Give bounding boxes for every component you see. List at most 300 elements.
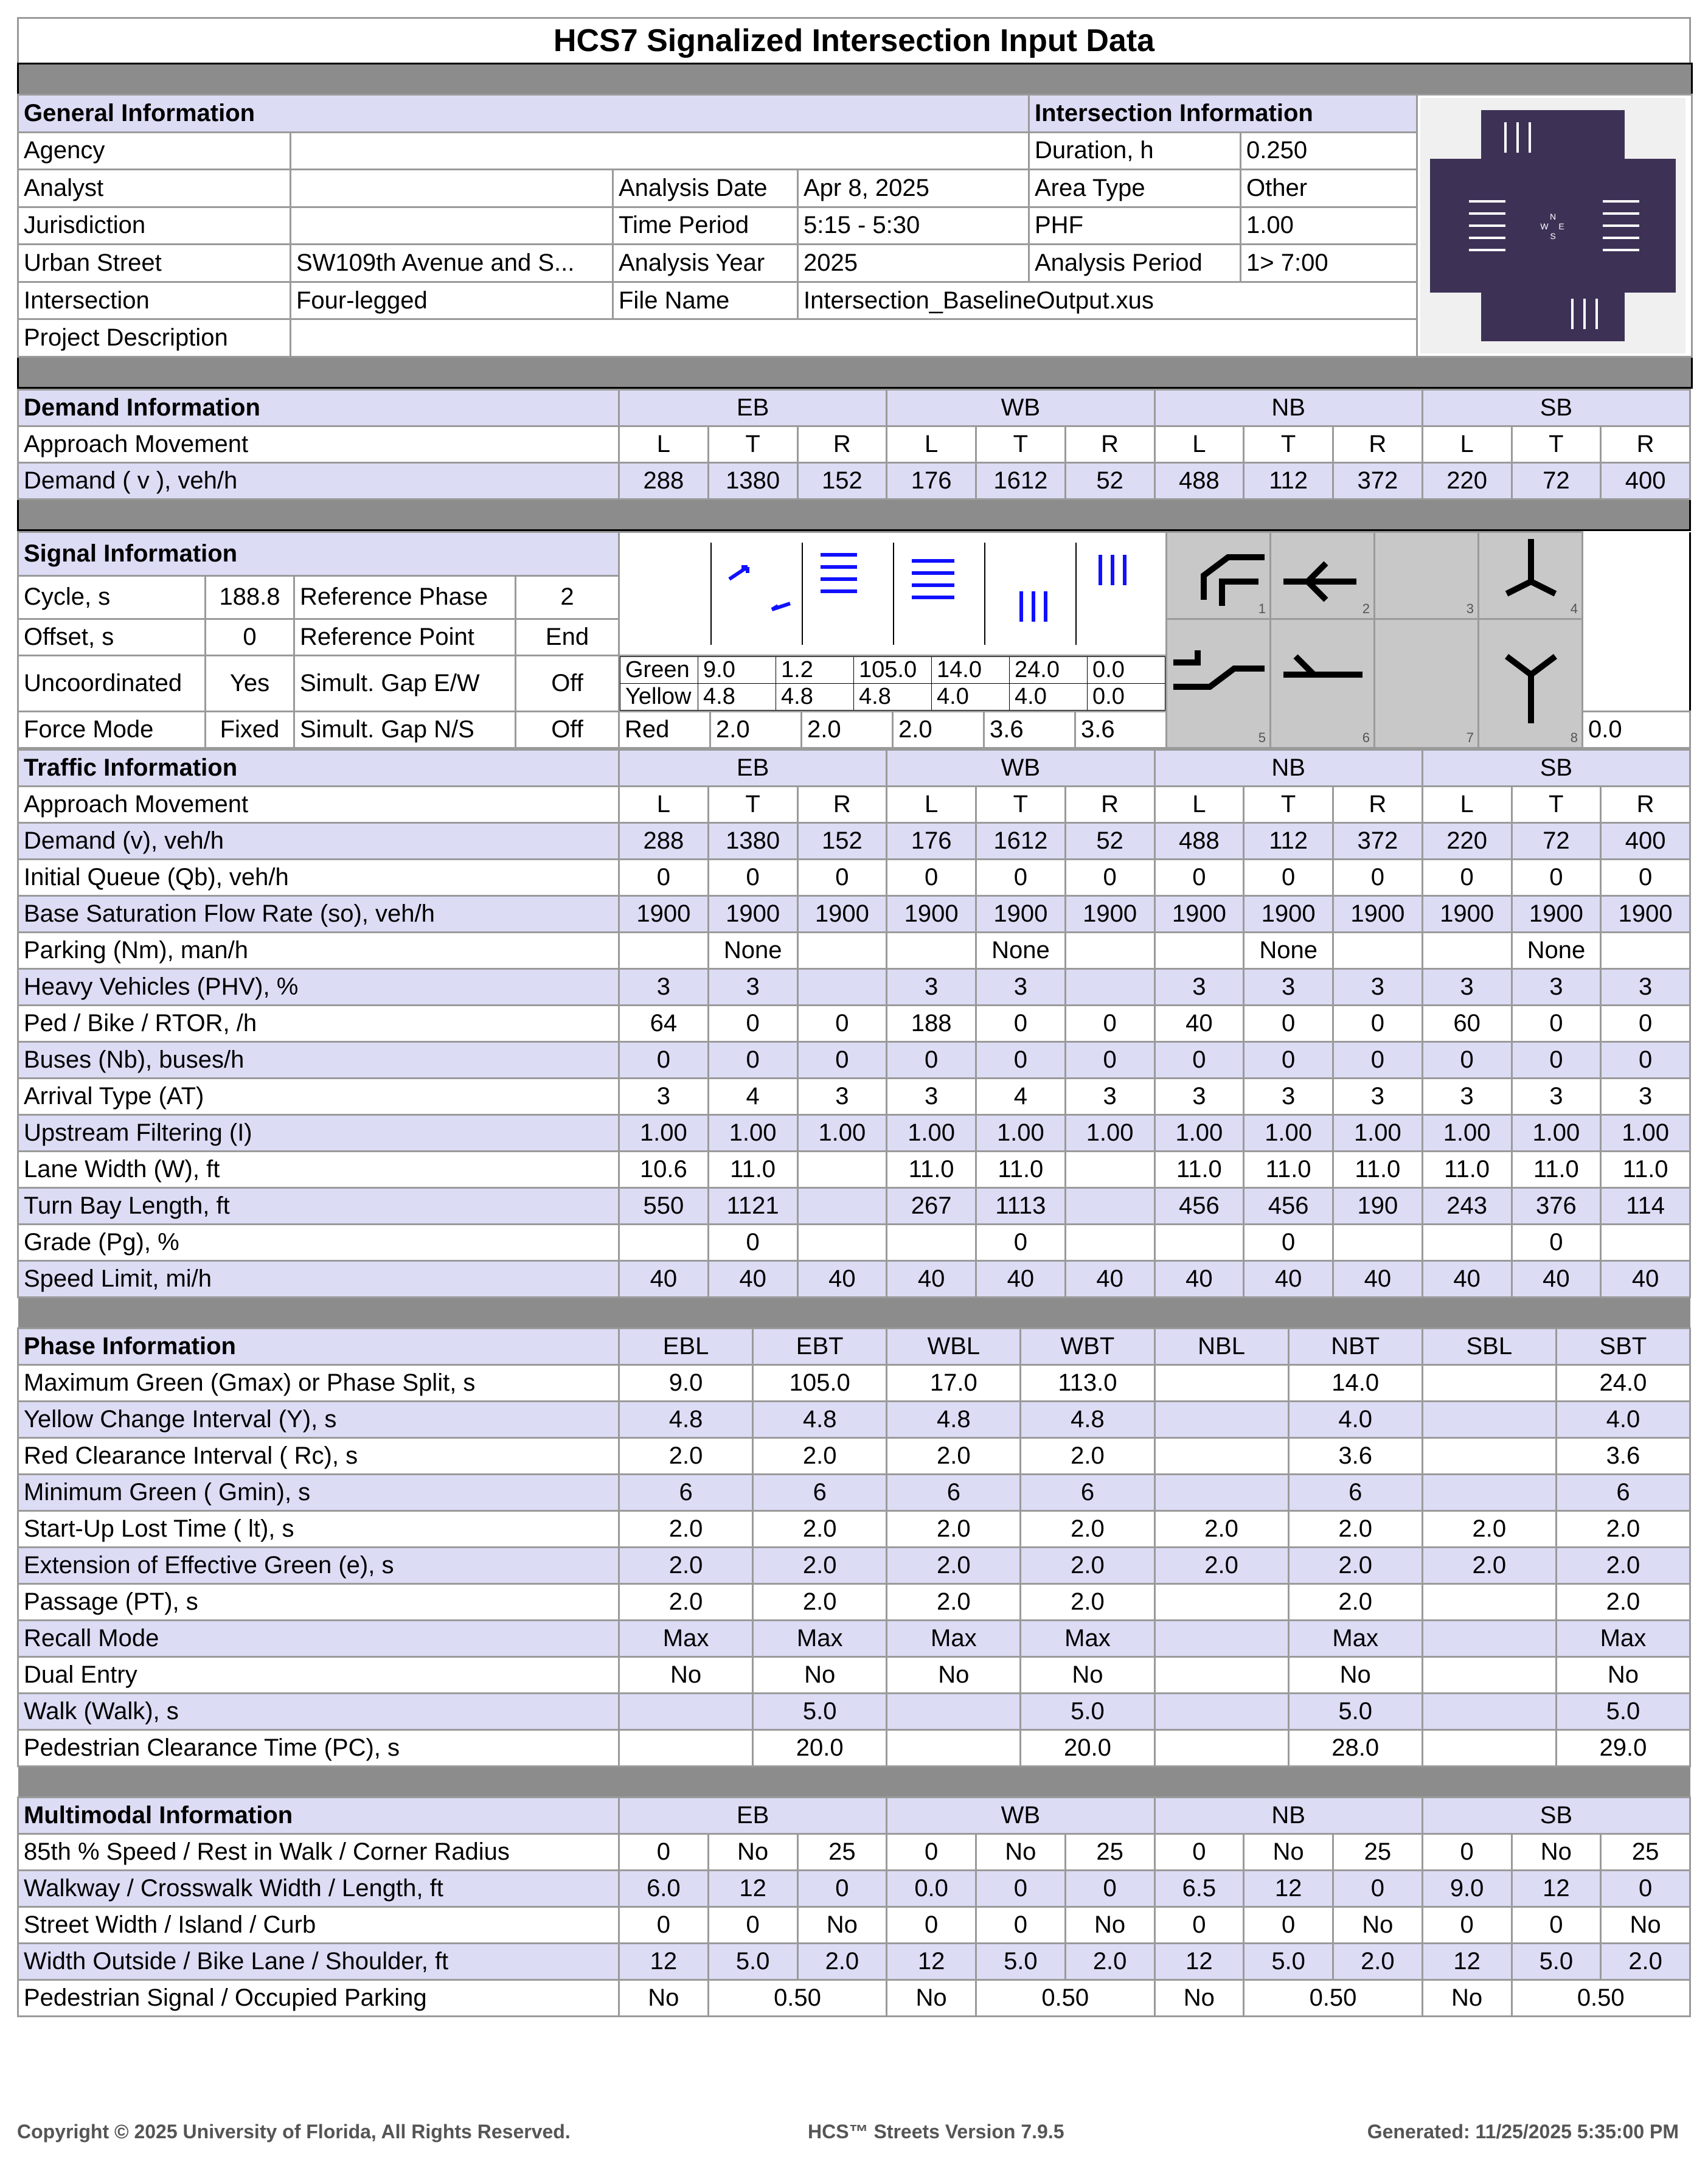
traffic-value: 3 [1154,1079,1244,1115]
traffic-value: 64 [619,1006,709,1042]
phase-value: No [753,1657,887,1694]
phase-value: Max [1288,1621,1422,1657]
traffic-value [1333,933,1423,969]
phase-value: 2.0 [1422,1548,1556,1584]
phase-value: 2.0 [1556,1548,1690,1584]
traffic-value: 3 [619,969,709,1006]
mm-value: 0 [976,1871,1066,1907]
mm-approach-sb: SB [1422,1798,1690,1834]
mm-value: 2.0 [797,1944,887,1980]
label-force-mode: Force Mode [18,712,206,748]
phase-value [887,1694,1021,1730]
phase-value [1154,1365,1288,1402]
phase-column-header: WBT [1021,1329,1154,1365]
label-phf: PHF [1029,207,1241,245]
traffic-value: 1121 [708,1188,797,1225]
signal-info-header: Signal Information [18,532,619,576]
traffic-value: None [976,933,1066,969]
label-analysis-period: Analysis Period [1029,245,1241,282]
value-analysis-period: 1> 7:00 [1241,245,1417,282]
value-intersection: Four-legged [291,282,613,319]
phase-value [887,1730,1021,1767]
traffic-value: 243 [1422,1188,1512,1225]
mm-value: 0 [1422,1834,1512,1871]
value-file-name: Intersection_BaselineOutput.xus [798,282,1417,319]
mm-approach-wb: WB [887,1798,1154,1834]
traffic-value: 0 [1601,1042,1690,1079]
traffic-row-label: Approach Movement [18,787,619,823]
mm-value: No [797,1907,887,1944]
demand-value: 112 [1244,463,1333,499]
mm-value: 0 [1065,1871,1154,1907]
phase-column-header: SBT [1556,1329,1690,1365]
general-info-header: General Information [18,95,1029,133]
traffic-value: 0 [1422,1042,1512,1079]
traffic-value: 0 [1601,860,1690,896]
demand-value: 288 [619,463,709,499]
phase-value: 2.0 [1154,1548,1288,1584]
phase-value: 5.0 [1556,1694,1690,1730]
compass-e: E [1558,221,1564,231]
traffic-value: 400 [1601,823,1690,860]
section-gap [18,499,1690,530]
traffic-value: 3 [1601,1079,1690,1115]
phase-value: Max [1021,1621,1154,1657]
demand-value: 72 [1512,463,1601,499]
mm-value: 5.0 [1244,1944,1333,1980]
traffic-value: 60 [1422,1006,1512,1042]
demand-value: 1612 [976,463,1066,499]
demand-value: 400 [1601,463,1690,499]
traffic-value: 112 [1244,823,1333,860]
phase-value: 2.0 [1021,1438,1154,1475]
traffic-value: 0 [1065,1006,1154,1042]
movement-cell: R [1065,426,1154,463]
traffic-value: T [708,787,797,823]
traffic-value: 1.00 [1333,1115,1423,1152]
phase-value: 5.0 [1021,1694,1154,1730]
ring-phase-1: 1 [1167,532,1271,619]
timing-table [620,656,1165,711]
traffic-value: 11.0 [1333,1152,1423,1188]
traffic-row-label: Ped / Bike / RTOR, /h [18,1006,619,1042]
section-gap [18,64,1692,95]
phase-value: 2.0 [753,1438,887,1475]
traffic-value: 3 [1244,1079,1333,1115]
traffic-value: 3 [1154,969,1244,1006]
traffic-value: 267 [887,1188,976,1225]
label-reference-phase: Reference Phase [294,575,516,619]
phase-value: 2.0 [887,1584,1021,1621]
demand-value: 220 [1422,463,1512,499]
phase-value: 2.0 [1288,1548,1422,1584]
traffic-value: 1380 [708,823,797,860]
traffic-value: 0 [976,1006,1066,1042]
traffic-value [1065,1188,1154,1225]
phase-row-label: Pedestrian Clearance Time (PC), s [18,1730,619,1767]
traffic-value: 1900 [708,896,797,933]
phase-info-header: Phase Information [18,1329,619,1365]
traffic-value: 152 [797,823,887,860]
traffic-value: L [619,787,709,823]
traffic-value: 1900 [1512,896,1601,933]
phase-value: 6 [753,1475,887,1511]
mm-value: 12 [887,1944,976,1980]
mm-value: 0 [1244,1907,1333,1944]
phase-column-header: EBL [619,1329,753,1365]
phase-value: No [887,1657,1021,1694]
traffic-value: 1900 [619,896,709,933]
phase-value: 29.0 [1556,1730,1690,1767]
traffic-value: 190 [1333,1188,1423,1225]
traffic-value: 0 [1422,860,1512,896]
phase-row-label: Recall Mode [18,1621,619,1657]
mm-value: No [1601,1907,1690,1944]
phase-column-header: NBL [1154,1329,1288,1365]
traffic-value: 0 [797,1006,887,1042]
phase-value: 2.0 [619,1584,753,1621]
ring-phase-8: 8 [1479,619,1583,748]
mm-last-value: No [619,1980,709,2017]
value-analyst [291,170,613,207]
traffic-approach-nb: NB [1154,750,1422,787]
value-simult-gap-ns: Off [516,712,619,748]
traffic-value: 40 [619,1261,709,1298]
traffic-value: R [1065,787,1154,823]
mm-value: 0 [1512,1907,1601,1944]
traffic-value: 456 [1154,1188,1244,1225]
multimodal-info-header: Multimodal Information [18,1798,619,1834]
mm-last-value: 0.50 [1512,1980,1690,2017]
phase-row-label: Start-Up Lost Time ( lt), s [18,1511,619,1548]
traffic-value: 1900 [797,896,887,933]
phase-value: 6 [1288,1475,1422,1511]
label-area-type: Area Type [1029,170,1241,207]
phase-value [1154,1657,1288,1694]
mm-value: 5.0 [1512,1944,1601,1980]
mm-value: 6.0 [619,1871,709,1907]
yellow-label: Yellow [620,684,698,711]
traffic-value: 0 [1244,860,1333,896]
traffic-value: 0 [1244,1006,1333,1042]
traffic-value: 3 [708,969,797,1006]
phase-value: 2.0 [1154,1511,1288,1548]
label-analysis-date: Analysis Date [613,170,798,207]
phase-value: 4.8 [887,1402,1021,1438]
section-gap [18,1298,1690,1328]
green-yellow-cell [619,656,1167,712]
traffic-row-label: Grade (Pg), % [18,1225,619,1261]
traffic-value: 40 [1244,1261,1333,1298]
traffic-value: 40 [1601,1261,1690,1298]
traffic-value: 40 [1065,1261,1154,1298]
traffic-value: 3 [797,1079,887,1115]
phase-value [1422,1475,1556,1511]
traffic-value [887,933,976,969]
label-duration: Duration, h [1029,132,1241,170]
red-value: 2.0 [893,712,984,748]
phase-value [1422,1402,1556,1438]
traffic-value: 372 [1333,823,1423,860]
mm-value: 2.0 [1601,1944,1690,1980]
phase-value: 105.0 [753,1365,887,1402]
phase-value: 2.0 [753,1548,887,1584]
mm-value: 12 [1244,1871,1333,1907]
phase-value: 2.0 [753,1584,887,1621]
mm-last-value: 0.50 [976,1980,1155,2017]
phase-value: 113.0 [1021,1365,1154,1402]
traffic-value: 40 [1154,1261,1244,1298]
value-uncoordinated: Yes [206,656,294,712]
traffic-value: 0 [797,1042,887,1079]
phase-value: 2.0 [1422,1511,1556,1548]
phase-value [1422,1584,1556,1621]
mm-value: No [708,1834,797,1871]
ring-phase-3: 3 [1375,532,1479,619]
approach-wb: WB [887,390,1154,426]
phase-value [1154,1475,1288,1511]
phase-value: 4.0 [1556,1402,1690,1438]
value-force-mode: Fixed [206,712,294,748]
traffic-value: 3 [1244,969,1333,1006]
traffic-value [1065,933,1154,969]
traffic-information-table [17,749,1691,1327]
traffic-value: 11.0 [1244,1152,1333,1188]
traffic-value: 11.0 [1512,1152,1601,1188]
phase-value [1154,1438,1288,1475]
phase-value: 6 [1021,1475,1154,1511]
traffic-value: R [797,787,887,823]
traffic-value: 0 [708,1225,797,1261]
mm-value: 0 [797,1871,887,1907]
mm-value: 12 [1154,1944,1244,1980]
traffic-value: 40 [708,1261,797,1298]
label-urban-street: Urban Street [18,245,291,282]
traffic-value: L [887,787,976,823]
traffic-value: 1.00 [1065,1115,1154,1152]
traffic-value: 1.00 [1422,1115,1512,1152]
value-time-period: 5:15 - 5:30 [798,207,1029,245]
label-time-period: Time Period [613,207,798,245]
traffic-value: 40 [1333,1261,1423,1298]
traffic-approach-wb: WB [887,750,1154,787]
section-gap [18,357,1692,388]
traffic-value: 0 [1154,860,1244,896]
traffic-value: 0 [887,860,976,896]
traffic-value: 1.00 [1512,1115,1601,1152]
traffic-value [887,1225,976,1261]
phase-row-label: Walk (Walk), s [18,1694,619,1730]
phase-value: Max [619,1621,753,1657]
traffic-value: 3 [1512,1079,1601,1115]
traffic-value: 0 [708,1042,797,1079]
mm-value: 0 [1422,1907,1512,1944]
traffic-value: R [1333,787,1423,823]
value-analysis-date: Apr 8, 2025 [798,170,1029,207]
mm-value: 5.0 [708,1944,797,1980]
phase-value: 2.0 [887,1511,1021,1548]
phase-value: 6 [1556,1475,1690,1511]
value-jurisdiction [291,207,613,245]
traffic-value: 0 [797,860,887,896]
phase-value [619,1694,753,1730]
mm-value: 0 [708,1907,797,1944]
traffic-value: None [1244,933,1333,969]
traffic-value [1422,1225,1512,1261]
traffic-value: 1.00 [797,1115,887,1152]
value-reference-phase: 2 [516,575,619,619]
traffic-value: 1.00 [1601,1115,1690,1152]
yellow-value: 4.8 [698,684,776,711]
traffic-value: 0 [1512,1006,1601,1042]
phase-value: 2.0 [619,1548,753,1584]
mm-value: 12 [1422,1944,1512,1980]
traffic-row-label: Initial Queue (Qb), veh/h [18,860,619,896]
traffic-value: 40 [976,1261,1066,1298]
mm-approach-eb: EB [619,1798,887,1834]
phase-column-header: SBL [1422,1329,1556,1365]
phase-value [1154,1402,1288,1438]
mm-value: 6.5 [1154,1871,1244,1907]
mm-value: 0 [1154,1834,1244,1871]
traffic-value: 1900 [1244,896,1333,933]
traffic-row-label: Arrival Type (AT) [18,1079,619,1115]
traffic-value: 11.0 [976,1152,1066,1188]
movement-cell: L [1154,426,1244,463]
traffic-value: 72 [1512,823,1601,860]
label-agency: Agency [18,132,291,170]
phase-value [1154,1730,1288,1767]
phase-information-table [17,1327,1691,1796]
mm-value: No [976,1834,1066,1871]
traffic-value: 4 [708,1079,797,1115]
traffic-value: 376 [1512,1188,1601,1225]
traffic-value: 3 [887,1079,976,1115]
phase-value: No [1021,1657,1154,1694]
traffic-value: 3 [1601,969,1690,1006]
yellow-value: 4.0 [932,684,1010,711]
mm-value: No [1065,1907,1154,1944]
mm-value: 0 [1333,1871,1423,1907]
signal-information-table [17,531,1691,749]
traffic-value: R [1601,787,1690,823]
phase-value: 9.0 [619,1365,753,1402]
traffic-value: 0 [1512,860,1601,896]
traffic-value: 0 [1333,1006,1423,1042]
phase-value: Max [887,1621,1021,1657]
mm-last-value: No [887,1980,976,2017]
value-offset: 0 [206,619,294,656]
phase-value [1422,1730,1556,1767]
phase-value [1422,1621,1556,1657]
traffic-value: 3 [1422,969,1512,1006]
value-agency [291,132,1029,170]
label-cycle: Cycle, s [18,575,206,619]
traffic-value [797,1225,887,1261]
mm-value: 25 [797,1834,887,1871]
phase-row-label: Yellow Change Interval (Y), s [18,1402,619,1438]
traffic-info-header: Traffic Information [18,750,619,787]
mm-last-value: No [1422,1980,1512,2017]
mm-value: 0 [887,1907,976,1944]
movement-cell: T [708,426,797,463]
traffic-value: 3 [887,969,976,1006]
mm-value: 0 [619,1907,709,1944]
traffic-value: 11.0 [1422,1152,1512,1188]
approach-eb: EB [619,390,887,426]
traffic-value [619,1225,709,1261]
section-gap [18,1767,1690,1797]
phase-value: 6 [887,1475,1021,1511]
red-value: 2.0 [710,712,802,748]
traffic-row-label: Upstream Filtering (I) [18,1115,619,1152]
demand-information-table [17,389,1691,531]
green-value: 24.0 [1010,657,1088,684]
value-area-type: Other [1241,170,1417,207]
phase-value: 2.0 [1021,1511,1154,1548]
label-project-description: Project Description [18,319,291,357]
traffic-value: 11.0 [1601,1152,1690,1188]
green-value: 14.0 [932,657,1010,684]
phase-value: No [1556,1657,1690,1694]
copyright: Copyright © 2025 University of Florida, All Rights Reserved. [17,2121,571,2143]
traffic-value: 0 [1244,1225,1333,1261]
traffic-value: 4 [976,1079,1066,1115]
mm-last-value: 0.50 [1244,1980,1423,2017]
red-value: 0.0 [1583,712,1690,748]
phase-value: 3.6 [1556,1438,1690,1475]
label-jurisdiction: Jurisdiction [18,207,291,245]
label-simult-gap-ns: Simult. Gap N/S [294,712,516,748]
phase-value: 14.0 [1288,1365,1422,1402]
traffic-value: L [1154,787,1244,823]
value-reference-point: End [516,619,619,656]
approach-sb: SB [1422,390,1690,426]
mm-row-label: 85th % Speed / Rest in Walk / Corner Radius [18,1834,619,1871]
phase-diagrams [619,532,1167,656]
mm-row-label: Street Width / Island / Curb [18,1907,619,1944]
movement-cell: R [1333,426,1423,463]
traffic-value: 0 [1065,1042,1154,1079]
traffic-approach-eb: EB [619,750,887,787]
ring-phase-6: 6 [1271,619,1375,748]
traffic-value: 0 [1333,1042,1423,1079]
phase-row-label: Extension of Effective Green (e), s [18,1548,619,1584]
red-value: 3.6 [984,712,1075,748]
demand-info-header: Demand Information [18,390,619,426]
traffic-row-label: Lane Width (W), ft [18,1152,619,1188]
compass-n: N [1549,212,1557,221]
phase-value: 20.0 [1021,1730,1154,1767]
traffic-row-label: Parking (Nm), man/h [18,933,619,969]
mm-value: No [1512,1834,1601,1871]
traffic-value: 0 [1065,860,1154,896]
traffic-value: 40 [1512,1261,1601,1298]
phase-value: 5.0 [1288,1694,1422,1730]
value-cycle: 188.8 [206,575,294,619]
mm-value: No [1333,1907,1423,1944]
page-title: HCS7 Signalized Intersection Input Data [17,17,1691,63]
mm-value: 25 [1333,1834,1423,1871]
multimodal-information-table [17,1796,1691,2017]
traffic-value: 550 [619,1188,709,1225]
traffic-value: 1900 [976,896,1066,933]
phase-value: 2.0 [753,1511,887,1548]
traffic-value: 114 [1601,1188,1690,1225]
generated: Generated: 11/25/2025 5:35:00 PM [1367,2121,1679,2143]
traffic-value: None [1512,933,1601,969]
traffic-value: 3 [619,1079,709,1115]
